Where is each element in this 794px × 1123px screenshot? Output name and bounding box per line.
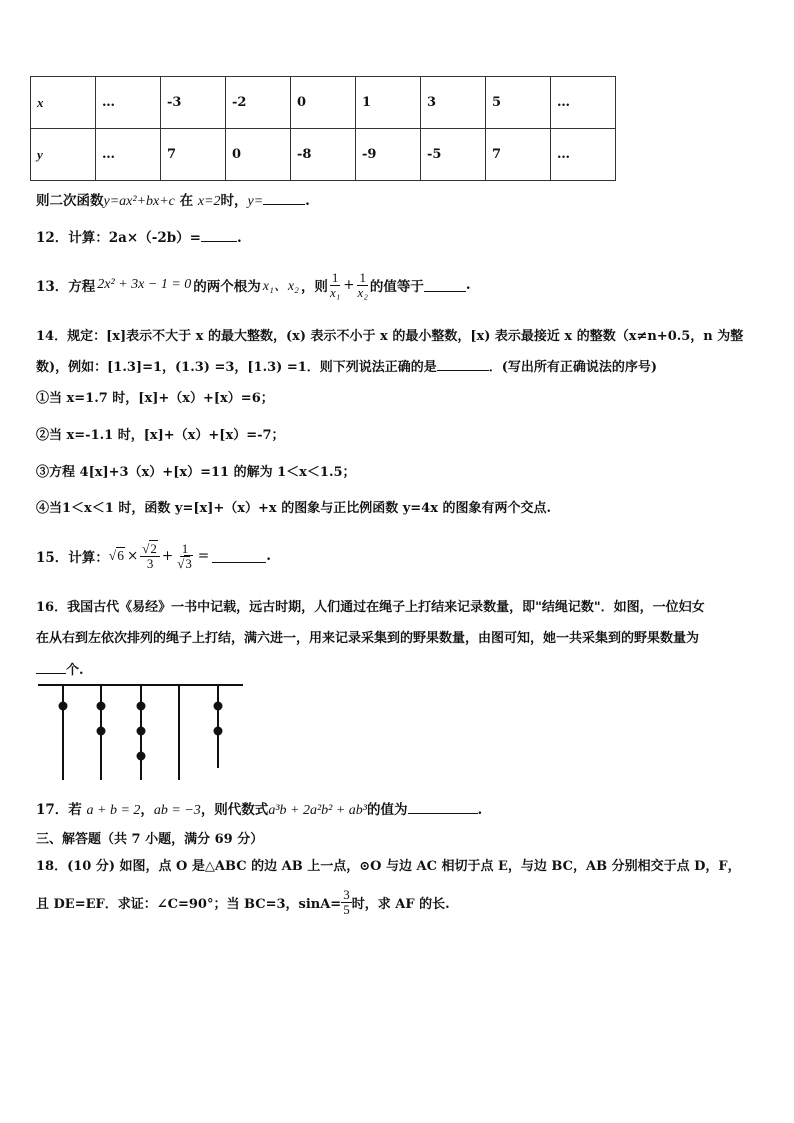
table-cell: … [96, 77, 161, 129]
plus-sign: + [161, 548, 174, 564]
knot [97, 702, 106, 711]
value-table [30, 76, 616, 181]
question-18-line1: 18．(10 分) 如图，点 O 是△ABC 的边 AB 上一点，⊙O 与边 AC 相切于点 E，与边 BC，AB 分别相交于点 D，F， [36, 859, 741, 874]
numerator: 3 [343, 886, 350, 902]
q17-post: 的值为 [367, 802, 408, 818]
answer-blank[interactable] [424, 279, 466, 292]
q11-pre: 则二次函数 [36, 193, 104, 209]
fraction-1-over-sqrt3 [175, 542, 195, 571]
radicand: 2 [150, 540, 157, 556]
knot [137, 702, 146, 711]
q17-mid: ，则代数式 [200, 802, 269, 818]
question-14-option-3: ③方程 4[x]+3（x）+[x）=11 的解为 1＜x＜1.5； [36, 465, 356, 480]
knot [214, 702, 223, 711]
fraction-1-over-x1 [328, 271, 342, 300]
question-16-line1: 16．我国古代《易经》一书中记载，远古时期，人们通过在绳子上打结来记录数量，即"结绳记数"．如图，一位妇女 [36, 600, 705, 615]
q15-text: 15．计算： [36, 550, 109, 566]
knot [59, 702, 68, 711]
table-cell: 1 [356, 77, 421, 129]
answer-blank[interactable] [212, 550, 266, 563]
knot [137, 752, 146, 761]
numerator: 1 [359, 269, 366, 285]
q13-equation: 2x² + 3x − 1 = 0 [97, 277, 192, 292]
question-17 [36, 798, 482, 819]
table-cell: x [31, 77, 96, 129]
q14-line2a: 数)，例如：[1.3]=1，(1.3) =3，[1.3) =1．则下列说法正确的是 [36, 360, 437, 375]
answer-blank[interactable] [201, 229, 237, 242]
q13-end: . [465, 277, 471, 293]
q11-post: 时， [220, 193, 248, 209]
table-cell: 7 [486, 129, 551, 181]
question-11-text [36, 189, 310, 210]
denominator: x₁ [329, 284, 341, 300]
q17-condition-1: a + b = 2 [86, 803, 141, 818]
q13-roots: x₁、x₂ [262, 279, 299, 294]
table-cell: 5 [486, 77, 551, 129]
q11-mid: 在 [179, 193, 194, 209]
table-cell: 3 [421, 77, 486, 129]
q17-condition-2: ab = −3 [153, 803, 201, 818]
denominator: 3 [146, 555, 154, 571]
q12-text: 12．计算：2a×（-2b）= [36, 230, 201, 246]
table-row-y [31, 129, 616, 181]
knotted-rope-figure [38, 680, 248, 784]
numerator: 1 [331, 269, 339, 285]
table-cell: … [96, 129, 161, 181]
table-cell: 7 [161, 129, 226, 181]
sqrt-6: √6 [108, 548, 124, 563]
question-18-line2 [36, 882, 450, 922]
knot [97, 727, 106, 736]
q17-pre: 17．若 [36, 802, 82, 818]
q17-end: . [477, 802, 483, 818]
q15-end: . [266, 548, 271, 564]
q17-expression: a³b + 2a²b² + ab³ [268, 803, 367, 818]
table-cell: -8 [291, 129, 356, 181]
question-16-line2: 在从右到左依次排列的绳子上打结，满六进一，用来记录采集到的野果数量，由图可知，她一共采集到的野果数量为 [36, 631, 700, 646]
numerator: √2 [140, 542, 160, 557]
times-sign: × [126, 548, 139, 564]
denominator: x₂ [357, 284, 368, 300]
table-cell: … [551, 77, 616, 129]
q11-end: . [305, 193, 310, 209]
numerator: 1 [181, 540, 189, 556]
q13-post: 的值等于 [369, 279, 424, 295]
question-14-option-2: ②当 x=-1.1 时，[x]+（x）+[x）=-7； [36, 428, 285, 443]
question-13 [36, 265, 471, 305]
table-cell: -2 [226, 77, 291, 129]
answer-blank[interactable] [408, 801, 478, 814]
table-cell: -9 [356, 129, 421, 181]
table-cell: y [31, 129, 96, 181]
q16-line3: 个. [66, 663, 84, 678]
q12-end: . [237, 230, 242, 246]
knot [214, 727, 223, 736]
answer-blank[interactable] [437, 358, 489, 371]
question-15 [36, 535, 271, 577]
q13-then: ，则 [300, 279, 328, 295]
table-row-x [31, 77, 616, 129]
answer-blank[interactable] [263, 192, 305, 205]
denominator: √3 [177, 555, 192, 571]
question-14-line2 [36, 356, 657, 375]
q14-line2b: ．(写出所有正确说法的序号) [488, 360, 658, 375]
fraction-3-over-5 [341, 888, 352, 917]
q18-line2b: 时，求 AF 的长. [351, 896, 450, 912]
table-cell: -3 [161, 77, 226, 129]
question-14-line1: 14．规定：[x]表示不大于 x 的最大整数，(x) 表示不小于 x 的最小整数，[x) 表示最接近 x 的整数（x≠n+0.5，n 为整 [36, 329, 744, 344]
plus-sign: + [343, 277, 355, 293]
denominator: 5 [343, 901, 350, 917]
q18-line2a: 且 DE=EF．求证：∠C=90°；当 BC=3，sinA= [36, 896, 342, 912]
q13-number: 13．方程 [36, 279, 96, 295]
answer-blank[interactable] [36, 661, 66, 674]
knot [137, 727, 146, 736]
q11-y-eq: y= [247, 194, 264, 209]
question-14-option-4: ④当1＜x＜1 时，函数 y=[x]+（x）+x 的图象与正比例函数 y=4x 的图象有两个交点. [36, 501, 552, 516]
q11-function: y=ax²+bx+c [103, 194, 175, 209]
section-3-heading: 三、解答题（共 7 小题，满分 69 分） [36, 832, 264, 847]
fraction-sqrt2-over-3 [140, 542, 160, 571]
equals-sign: = [197, 548, 210, 564]
fraction-1-over-x2 [356, 271, 370, 300]
question-14-option-1: ①当 x=1.7 时，[x]+（x）+[x）=6； [36, 391, 274, 406]
q17-sep: ， [140, 802, 154, 818]
table-cell: … [551, 129, 616, 181]
radicand: 3 [185, 555, 192, 571]
radicand: 6 [117, 548, 124, 563]
table-cell: 0 [291, 77, 356, 129]
q11-condition: x=2 [197, 194, 221, 209]
table-cell: 0 [226, 129, 291, 181]
question-12 [36, 226, 242, 246]
table-cell: -5 [421, 129, 486, 181]
question-16-line3 [36, 659, 84, 678]
q13-mid: 的两个根为 [193, 279, 261, 295]
